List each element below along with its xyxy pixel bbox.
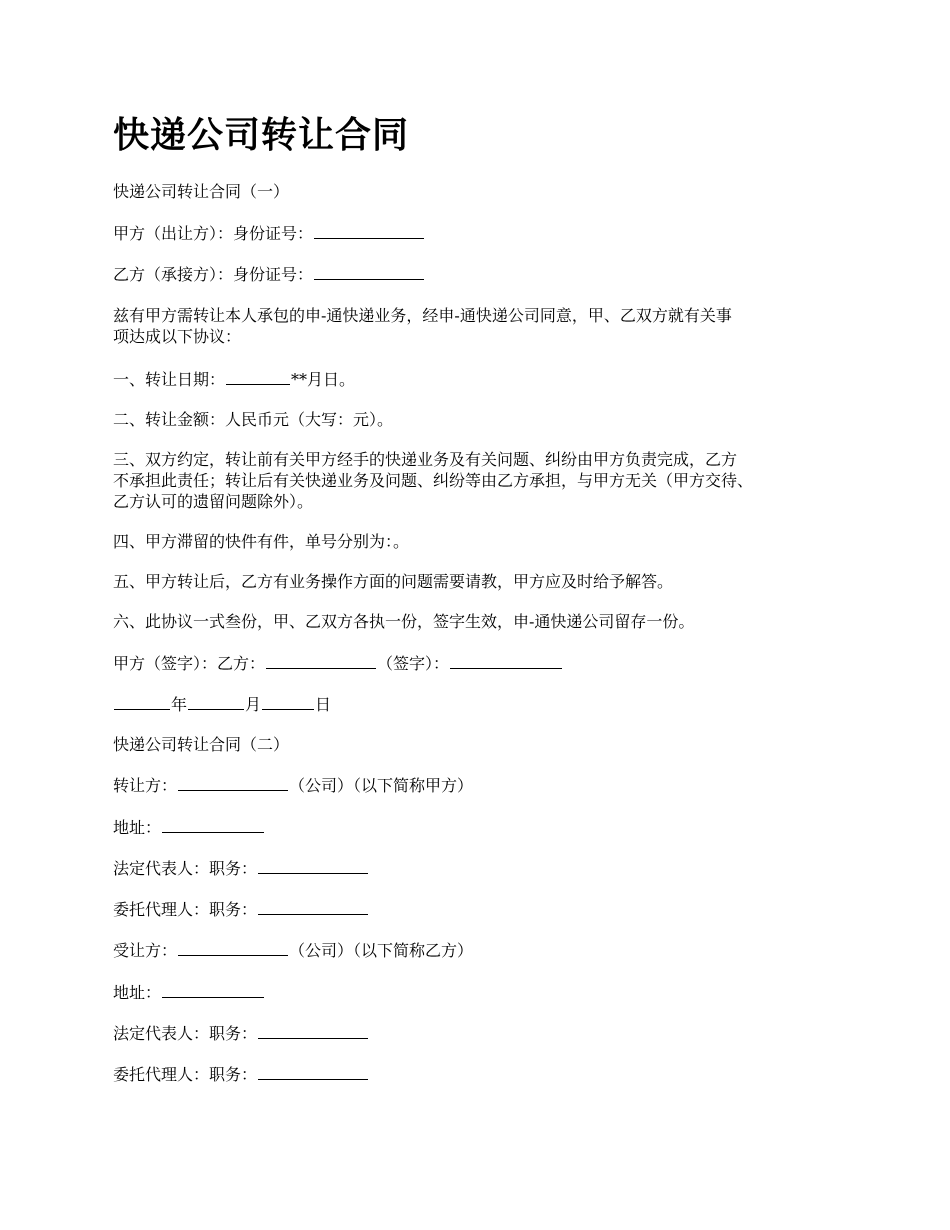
- contract1-heading: 快递公司转让合同（一）: [113, 182, 290, 201]
- party-b-signature-blank: [450, 652, 562, 669]
- agent-b-label: 委托代理人：职务：: [113, 1065, 258, 1084]
- address-b-line: [113, 981, 853, 1003]
- legal-rep-b-label: 法定代表人：职务：: [113, 1024, 258, 1043]
- item-4-pending-parcels: 四、甲方滞留的快件有件，单号分别为：。: [113, 532, 410, 551]
- signature-line: [113, 652, 853, 674]
- item-3-line-2: 不承担此责任；转让后有关快递业务及问题、纠纷等由乙方承担，与甲方无关（甲方交待、: [113, 471, 754, 490]
- year-blank: [114, 693, 170, 710]
- address-a-label: 地址：: [113, 818, 162, 837]
- intro-line-2: 项达成以下协议：: [113, 327, 242, 346]
- address-a-blank: [162, 816, 264, 833]
- day-blank: [262, 693, 314, 710]
- party-b-id-blank: [314, 263, 424, 280]
- agent-a-label: 委托代理人：职务：: [113, 900, 258, 919]
- transfer-date-blank: [226, 368, 290, 385]
- year-label: 年: [171, 695, 188, 714]
- address-a-line: [113, 816, 853, 838]
- legal-rep-b-line: [113, 1022, 853, 1044]
- party-b-name-blank: [266, 652, 376, 669]
- agent-a-blank: [258, 898, 368, 915]
- item-1-transfer-date: [113, 368, 853, 390]
- legal-rep-b-blank: [258, 1022, 368, 1039]
- contract2-heading: 快递公司转让合同（二）: [113, 735, 290, 754]
- item-3-line-1: 三、双方约定，转让前有关甲方经手的快递业务及有关问题、纠纷由甲方负责完成，乙方: [113, 450, 738, 469]
- signature-a-label: 甲方（签字）：乙方：: [113, 654, 266, 673]
- transferee-name-blank: [178, 939, 288, 956]
- party-a-id-blank: [314, 222, 424, 239]
- day-label: 日: [315, 695, 332, 714]
- transferee-suffix: （公司）（以下简称乙方）: [289, 941, 474, 960]
- agent-a-line: [113, 898, 853, 920]
- item-3-line-3: 乙方认可的遗留问题除外）。: [113, 492, 314, 511]
- agent-b-line: [113, 1063, 853, 1085]
- legal-rep-a-line: [113, 857, 853, 879]
- month-label: 月: [245, 695, 262, 714]
- item-5-support: 五、甲方转让后，乙方有业务操作方面的问题需要请教，甲方应及时给予解答。: [113, 572, 674, 591]
- item-3-agreement: [113, 449, 853, 512]
- legal-rep-a-blank: [258, 857, 368, 874]
- legal-rep-a-label: 法定代表人：职务：: [113, 859, 258, 878]
- month-blank: [188, 693, 244, 710]
- address-b-label: 地址：: [113, 983, 162, 1002]
- party-a-label: 甲方（出让方）：身份证号：: [113, 224, 314, 243]
- transferor-name-blank: [178, 774, 288, 791]
- date-line: [113, 693, 853, 715]
- signature-b-label: （签字）：: [377, 654, 450, 673]
- transferor-suffix: （公司）（以下简称甲方）: [289, 776, 474, 795]
- transferor-line: [113, 774, 853, 796]
- address-b-blank: [162, 981, 264, 998]
- item-2-transfer-amount: 二、转让金额：人民币元（大写：元）。: [113, 410, 394, 429]
- party-a-line: [113, 222, 853, 244]
- intro-paragraph: [113, 305, 853, 347]
- item-1-suffix: **月日。: [291, 370, 356, 389]
- document-title: 快递公司转让合同: [113, 115, 410, 156]
- party-b-label: 乙方（承接方）：身份证号：: [113, 265, 314, 284]
- transferee-line: [113, 939, 853, 961]
- party-b-line: [113, 263, 853, 285]
- item-1-prefix: 一、转让日期：: [113, 370, 226, 389]
- agent-b-blank: [258, 1063, 368, 1080]
- transferor-label: 转让方：: [113, 776, 178, 795]
- transferee-label: 受让方：: [113, 941, 178, 960]
- item-6-copies: 六、此协议一式叁份，甲、乙双方各执一份，签字生效，申-通快递公司留存一份。: [113, 612, 695, 631]
- intro-line-1: 兹有甲方需转让本人承包的申-通快递业务，经申-通快递公司同意，甲、乙双方就有关事: [113, 306, 732, 325]
